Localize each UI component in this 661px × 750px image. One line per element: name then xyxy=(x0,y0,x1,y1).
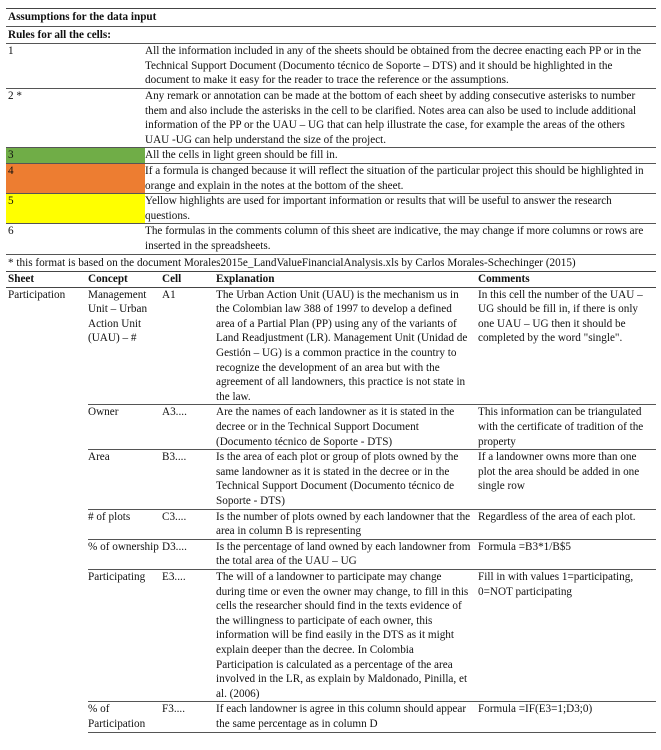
explanation: The Urban Action Unit (UAU) is the mechanism us in the Colombian law 388 of 1997 to develop a defined area of a Partial Plan (PP) using any of the variants of Land Readjustment (LR). Management Unit (Unidad de Gestión – UG) is a common practice in the country to recognize the development of an area but with the agreement of all landowners, this practice is not state in the law. xyxy=(216,288,468,403)
rule-number: 1 xyxy=(8,45,14,58)
rule-text: If a formula is changed because it will reflect the situation of the particular project this should be highlighted in orange and explain in the notes at the bottom of the sheet. xyxy=(145,164,644,192)
cell-ref: F3.... xyxy=(162,703,186,716)
explanation: If each landowner is agree in this column should appear the same percentage as in column D xyxy=(216,703,467,730)
comments: In this cell the number of the UAU – UG should be fill in, if there is only one UAU – UG then it should be completed by the word "single". xyxy=(478,288,643,345)
rule-row-yellow xyxy=(6,194,656,223)
explanation: Is the number of plots owned by each landowner that the area in column B is representing xyxy=(216,510,471,538)
rule-row xyxy=(6,224,656,253)
comments: Formula =B3*1/B$5 xyxy=(478,540,572,553)
rule-text: Any remark or annotation can be made at the bottom of each sheet by adding consecutive asterisks to number them and also include the asterisks in the cell to be clarified. Notes area can also be used to include additional information of the PP or the UAU – UG that can help illustrate the case, for example the areas of the others UAU -UG can help understand the size of the project. xyxy=(145,89,637,146)
header-comments: Comments xyxy=(478,273,530,286)
rule-text: All the cells in light green should be fill in. xyxy=(145,149,338,162)
concept: Management Unit – Urban Action Unit (UAU) – # xyxy=(88,288,148,345)
concept: % of ownership xyxy=(88,540,159,553)
rule-text: Yellow highlights are used for important information or results that will be useful to answer the research questions. xyxy=(145,195,612,222)
comments: Fill in with values 1=participating, 0=NOT participating xyxy=(478,570,634,598)
concept: Participating xyxy=(88,570,146,583)
concept: % of Participation xyxy=(88,703,146,730)
concept: Owner xyxy=(88,406,119,419)
sheet-name: Participation xyxy=(8,288,66,301)
rule-row-orange xyxy=(6,164,656,193)
footnote: * this format is based on the document Morales2015e_LandValueFinancialAnalysis.xls by Carlos Morales-Schechinger (2015) xyxy=(8,256,576,269)
explanation: The will of a landowner to participate may change during time or even the owner may change, to fill in this cells the researcher should find in the texts evidence of the willingness to participate of each owner, this information will be find easily in the DTS as it might explain deeper than the decree. In Colombia Participation is calculated as a percentage of the area involved in the LR, as explain by Maldonado, Pinilla, et al. (2006) xyxy=(216,570,469,700)
rule-number: 2 * xyxy=(8,89,22,102)
table-row xyxy=(6,510,656,539)
rule-number-green-swatch: 3 xyxy=(6,148,145,163)
table-row xyxy=(6,288,656,405)
header-sheet: Sheet xyxy=(8,273,35,286)
rule-number-orange-swatch: 4 xyxy=(6,164,145,193)
rule-row-green xyxy=(6,148,656,163)
comments: Formula =IF(E3=1;D3;0) xyxy=(478,703,593,716)
rule-row xyxy=(6,89,656,147)
header-concept: Concept xyxy=(88,273,128,286)
rules-title: Rules for all the cells: xyxy=(8,28,111,41)
rule-number-yellow-swatch: 5 xyxy=(6,194,145,223)
rule-number: 6 xyxy=(8,225,14,238)
rule-text: All the information included in any of the sheets should be obtained from the decree enacting each PP or in the Technical Support Document (Documento técnico de Soporte – DTS) and it should be highlighted in the document to make it easy for the reader to trace the reference or the assumptions. xyxy=(145,45,642,87)
header-explanation: Explanation xyxy=(216,273,275,286)
section-title: Assumptions for the data input xyxy=(8,11,157,23)
table-row xyxy=(6,702,656,731)
comments: This information can be triangulated with the certificate of tradition of the property xyxy=(478,406,644,448)
rule-text: The formulas in the comments column of this sheet are indicative, the may change if more columns or rows are inserted in the spreadsheets. xyxy=(145,225,644,252)
comments: If a landowner owns more than one plot the area should be added in one single row xyxy=(478,451,640,493)
table-bottom-rule xyxy=(88,732,656,733)
explanation: Is the area of each plot or group of plots owned by the same landowner as it is stated in the decree or in the Technical Support Document (Documento técnico de Soporte - DTS) xyxy=(216,451,459,507)
table-row xyxy=(6,570,656,701)
comments: Regardless of the area of each plot. xyxy=(478,510,636,523)
concept: # of plots xyxy=(88,510,131,523)
rules-list xyxy=(6,43,656,254)
explanation: Is the percentage of land owned by each landowner from the total area of the UAU – UG xyxy=(216,540,471,568)
cell-ref: A3.... xyxy=(162,406,187,419)
table-row xyxy=(6,540,656,569)
cell-ref: B3.... xyxy=(162,451,187,464)
table-row xyxy=(6,450,656,508)
table-header xyxy=(6,272,656,287)
concept: Area xyxy=(88,451,110,464)
cell-ref: D3.... xyxy=(162,540,187,553)
table-row xyxy=(6,405,656,449)
header-cell: Cell xyxy=(162,273,182,286)
cell-ref: C3.... xyxy=(162,510,187,523)
rule-row xyxy=(6,44,656,88)
cell-ref: E3.... xyxy=(162,570,186,583)
cell-ref: A1 xyxy=(162,288,176,301)
explanation: Are the names of each landowner as it is stated in the decree or in the Technical Support Document (Documento técnico de Soporte - DTS) xyxy=(216,406,455,448)
